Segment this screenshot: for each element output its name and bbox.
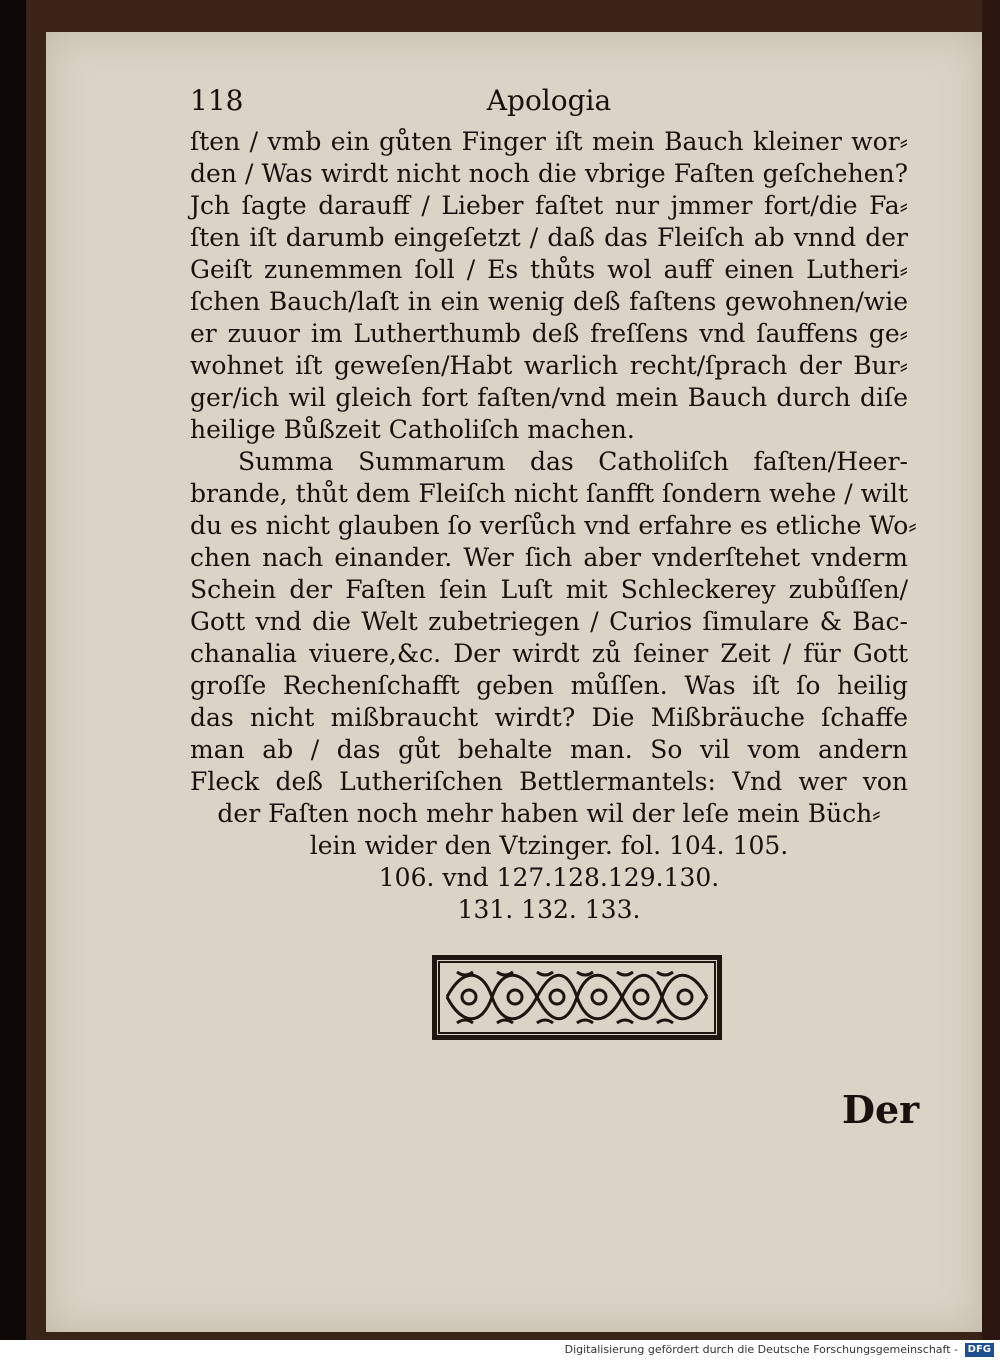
- printers-ornament: [432, 955, 722, 1040]
- running-title: Apologia: [486, 84, 612, 117]
- text-line: ſchen Bauch/laſt in ein wenig deß faſtens gewohnen/wie: [190, 287, 908, 316]
- page-number: 118: [190, 84, 244, 117]
- catchword: Der: [842, 1087, 920, 1132]
- text-line: Geiſt zunemmen ſoll / Es thůts wol auff einen Lutheri⸗: [190, 255, 908, 284]
- text-line: ſten iſt darumb eingeſetzt / daß das Fleiſch ab vnnd der: [190, 223, 908, 252]
- text-line: 106. vnd 127.128.129.130.: [378, 863, 720, 892]
- text-line: man ab / das gůt behalte man. So vil vom andern: [190, 735, 908, 764]
- text-line: ger/ich wil gleich fort faſten/vnd mein Bauch durch diſe: [190, 383, 908, 412]
- ornament-pattern-icon: [437, 960, 717, 1035]
- text-line: Schein der Faſten ſein Luſt mit Schleckerey zubůſſen/: [190, 575, 908, 604]
- text-line: heilige Bůßzeit Catholiſch machen.: [190, 415, 635, 444]
- text-line: lein wider den Vtzinger. fol. 104. 105.: [309, 831, 789, 860]
- funding-notice: Digitalisierung gefördert durch die Deutsche Forschungsgemeinschaft -: [564, 1343, 958, 1356]
- dfg-logo-icon[interactable]: DFG: [965, 1343, 994, 1357]
- text-line: das nicht mißbraucht wirdt? Die Mißbräuche ſchaffe: [190, 703, 908, 732]
- text-line: chanalia viuere,&c. Der wirdt zů ſeiner Zeit / für Gott: [190, 639, 908, 668]
- text-line: 131. 132. 133.: [457, 895, 641, 924]
- text-line: chen nach einander. Wer ſich aber vnderſtehet vnderm: [190, 543, 908, 572]
- text-line: ſten / vmb ein gůten Finger iſt mein Bauch kleiner wor⸗: [190, 127, 908, 156]
- text-line: Jch ſagte darauff / Lieber faſtet nur jmmer fort/die Fa⸗: [190, 191, 908, 220]
- text-line: groſſe Rechenſchafft geben můſſen. Was iſt ſo heilig: [190, 671, 908, 700]
- text-line: Summa Summarum das Catholiſch faſten/Heer-: [238, 447, 908, 476]
- text-line: den / Was wirdt nicht noch die vbrige Faſten geſchehen?: [190, 159, 908, 188]
- text-line: Fleck deß Lutheriſchen Bettlermantels: Vnd wer von: [190, 767, 908, 796]
- text-line: Gott vnd die Welt zubetriegen / Curios ſimulare & Bac-: [190, 607, 908, 636]
- text-line: der Faſten noch mehr haben wil der leſe mein Büch⸗: [217, 799, 881, 828]
- text-line: er zuuor im Lutherthumb deß freſſens vnd ſauffens ge⸗: [190, 319, 908, 348]
- text-line: du es nicht glauben ſo verſůch vnd erfahre es etliche Wo⸗: [190, 511, 917, 540]
- text-line: wohnet iſt geweſen/Habt warlich recht/ſprach der Bur⸗: [190, 351, 908, 380]
- text-line: brande, thůt dem Fleiſch nicht ſanfft ſondern wehe / wilt: [190, 479, 909, 508]
